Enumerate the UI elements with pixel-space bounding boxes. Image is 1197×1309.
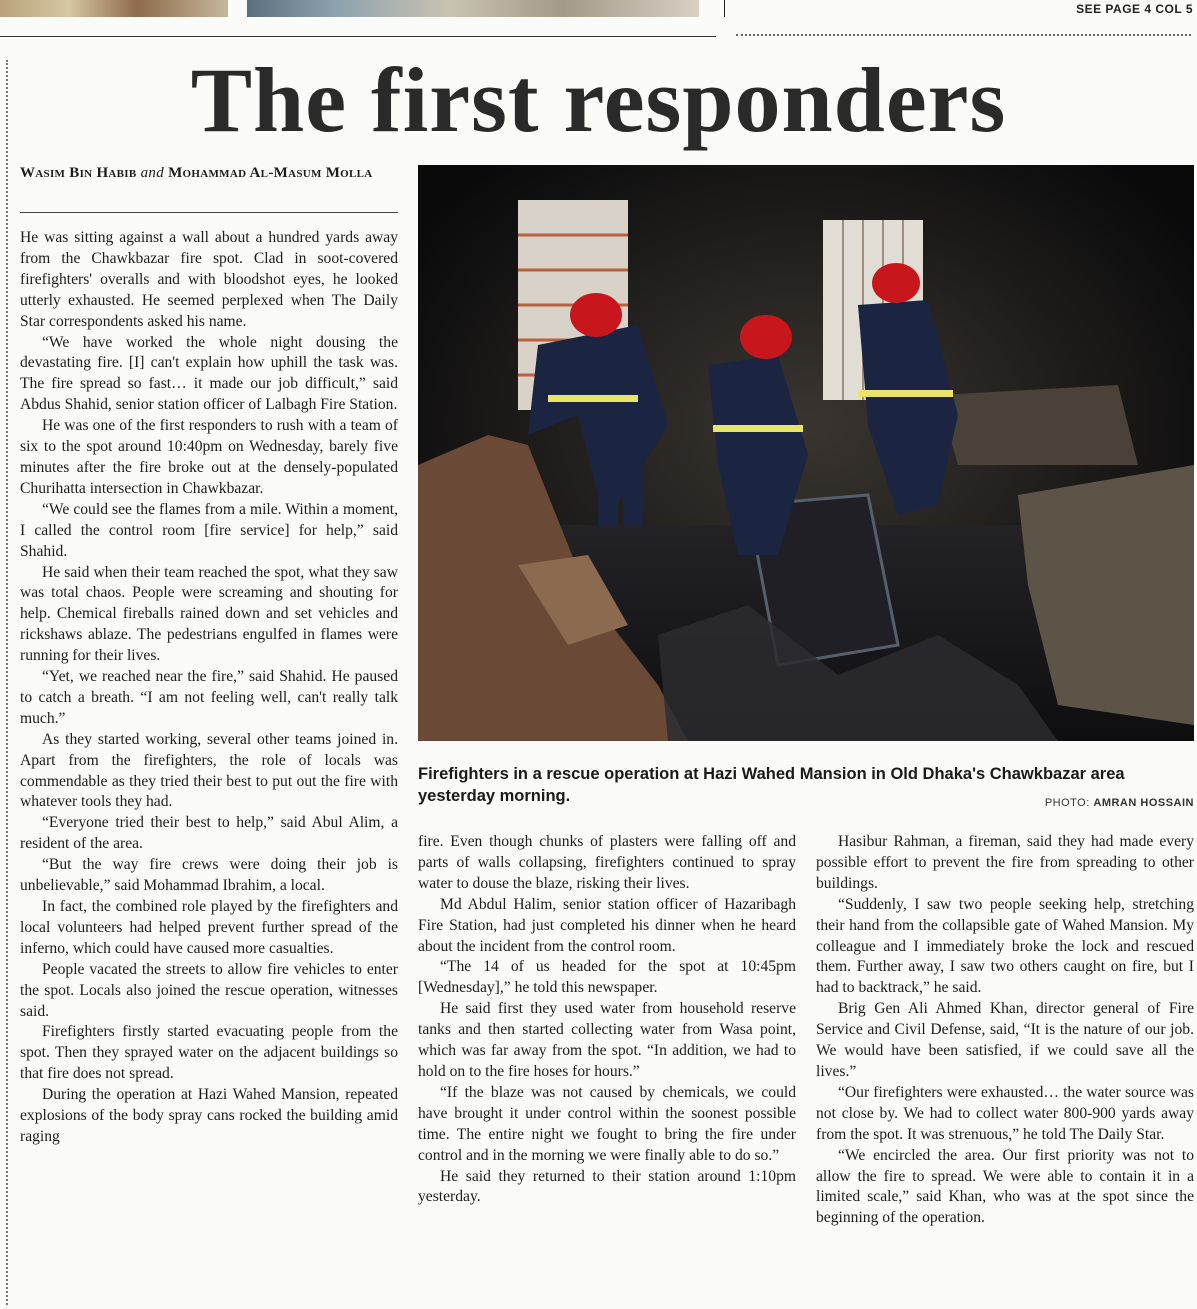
dotted-divider-horizontal [736, 34, 1191, 36]
column-divider [724, 0, 725, 17]
paragraph: “Our firefighters were exhausted… the water source was not close by. We had to collect water 800-900 yards away from the spot. It was strenuous,” he told The Daily Star. [816, 1083, 1194, 1143]
byline-conjunction: and [140, 165, 164, 181]
paragraph: fire. Even though chunks of plasters were falling off and parts of walls collapsing, firefighters continued to spray water to douse the blaze, risking their lives. [418, 833, 796, 892]
paragraph: People vacated the streets to allow fire vehicles to enter the spot. Locals also joined the rescue operation, witnesses said. [20, 960, 398, 1020]
top-strip [0, 0, 1197, 38]
paragraph: Md Abdul Halim, senior station officer of Hazaribagh Fire Station, had just completed his dinner when he heard about the incident from the control room. [418, 895, 796, 955]
byline-author-2: Mohammad Al-Masum Molla [168, 165, 373, 181]
article-photo[interactable] [418, 165, 1194, 741]
paragraph: “Yet, we reached near the fire,” said Shahid. He paused to catch a breath. “I am not feeling well, can't really talk much.” [20, 668, 398, 727]
paragraph: Hasibur Rahman, a fireman, said they had made every possible effort to prevent the fire from spreading to other buildings. [816, 833, 1194, 892]
paragraph: He was one of the first responders to rush with a team of six to the spot around 10:40pm on Wednesday, barely five minutes after the fire broke out at the densely-populated Churihatta intersection in Chawkbazar. [20, 417, 398, 497]
byline [20, 163, 398, 184]
paragraph: “We have worked the whole night dousing the devastating fire. [I] can't explain how uphill the task was. The fire spread so fast… it made our job difficult,” said Abdus Shahid, senior station officer of Lalbagh Fire Station. [20, 333, 398, 414]
paragraph: “If the blaze was not caused by chemicals, we could have brought it under control within the soonest possible time. The entire night we fought to bring the fire under control and in the morning we were finally able to do so.” [418, 1083, 796, 1164]
paragraph: In fact, the combined role played by the firefighters and local volunteers had helped prevent further spread of the inferno, which could have caused more casualties. [20, 898, 398, 957]
paragraph: He said when their team reached the spot, what they saw was total chaos. People were screaming and shouting for help. Chemical fireballs rained down and set vehicles and rickshaws ablaze. The pedestrians engulfed in flames were running for their lives. [20, 563, 398, 665]
paragraph: As they started working, several other teams joined in. Apart from the firefighters, the role of locals was commendable as they tried their best to put out the fire with whatever tools they had. [20, 730, 398, 811]
photo-credit [1045, 797, 1194, 809]
byline-author-1: Wasim Bin Habib [20, 165, 137, 181]
photo-credit-label: PHOTO: [1044, 797, 1090, 809]
photo-caption: Firefighters in a rescue operation at Hazi Wahed Mansion in Old Dhaka's Chawkbazar area yesterday morning. [418, 765, 1125, 805]
paragraph: Brig Gen Ali Ahmed Khan, director general of Fire Service and Civil Defense, said, “It is the nature of our job. We would have been satisfied, if we could save all the lives.” [816, 1000, 1194, 1080]
paragraph: “We could see the flames from a mile. Within a moment, I called the control room [fire service] for help,” said Shahid. [20, 500, 398, 560]
paragraph: “We encircled the area. Our first priority was not to allow the fire to spread. We were able to contain it in a limited scale,” said Khan, who was at the spot since the beginning of the operation. [816, 1146, 1194, 1227]
paragraph: He said they returned to their station around 1:10pm yesterday. [418, 1167, 796, 1206]
paragraph: “Suddenly, I saw two people seeking help, stretching their hand from the collapsible gate of Wahed Mansion. My colleague and I immediately broke the lock and rescued them. Further away, I saw two others caught on fire, but I had to backtrack,” he said. [816, 895, 1194, 997]
firefighters-photo-illustration [418, 165, 1194, 741]
previous-story-photo-right [247, 0, 699, 17]
dotted-divider-vertical [6, 60, 8, 1305]
paragraph: He was sitting against a wall about a hundred yards away from the Chawkbazar fire spot. Clad in soot-covered firefighters' overalls and with bloodshot eyes, he looked utterly exhausted. He seemed perplexed when The Daily Star correspondents asked his name. [20, 229, 398, 330]
paragraph: During the operation at Hazi Wahed Mansion, repeated explosions of the body spray cans rocked the building amid raging [20, 1086, 398, 1145]
top-rule [0, 36, 716, 37]
article-column-1 [20, 228, 398, 1148]
sofa-right-back [938, 385, 1138, 465]
article-column-3 [816, 832, 1194, 1229]
article-column-2 [418, 832, 796, 1208]
paragraph: “But the way fire crews were doing their job is unbelievable,” said Mohammad Ibrahim, a local. [20, 856, 398, 895]
continuation-jump[interactable]: SEE PAGE 4 COL 5 [1076, 2, 1193, 16]
byline-rule [20, 212, 398, 213]
previous-story-photo-left [0, 0, 228, 17]
headline: The first responders [190, 49, 1007, 151]
paragraph: He said first they used water from household reserve tanks and then started collecting water from Wasa point, which was far away from the spot. “In addition, we had to hold on to the fire hoses for hours.” [418, 1000, 796, 1080]
paragraph: Firefighters firstly started evacuating people from the spot. Then they sprayed water on the adjacent buildings so that fire does not spread. [20, 1023, 398, 1083]
photo-credit-name: AMRAN HOSSAIN [1093, 797, 1194, 809]
paragraph: “The 14 of us headed for the spot at 10:45pm [Wednesday],” he told this newspaper. [418, 958, 796, 997]
paragraph: “Everyone tried their best to help,” said Abul Alim, a resident of the area. [20, 814, 398, 853]
